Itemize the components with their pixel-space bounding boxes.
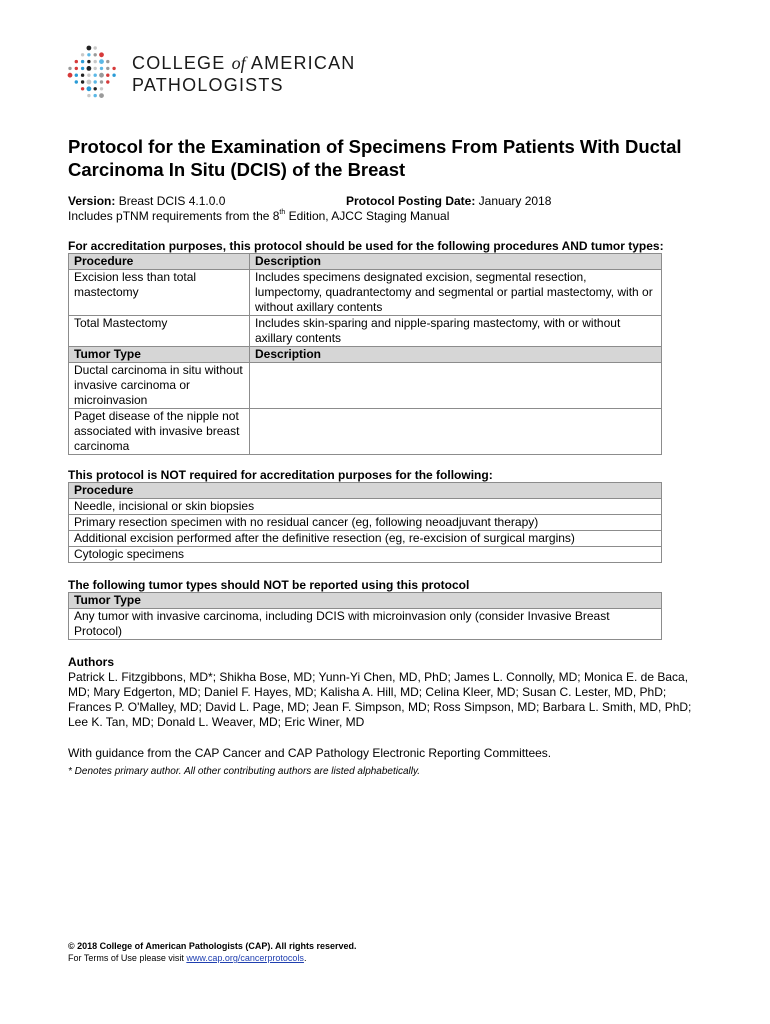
logo-dot [94,60,97,63]
logo-dot [94,67,97,70]
logo-dot [75,67,78,70]
logo-dot [100,80,103,83]
logo-dot [99,73,104,78]
table-row [69,316,662,347]
logo-dot [94,53,97,56]
column-header: Procedure [69,254,250,270]
table-row [69,409,662,455]
logo-dot [75,80,78,83]
column-header: Description [250,254,662,270]
table-row [69,363,662,409]
tumor-type-cell: Ductal carcinoma in situ without invasive carcinoma or microinvasion [69,363,250,409]
logo-dot [99,93,104,98]
table-row [69,270,662,316]
logo-dot [87,94,90,97]
table-row [69,515,662,531]
logo-dot [68,67,71,70]
authors-list: Patrick L. Fitzgibbons, MD*; Shikha Bose, MD; Yunn-Yi Chen, MD, PhD; James L. Connolly, MD; Monica E. de Baca, MD; Mary Edgerton, MD; Daniel F. Hayes, MD; Kalisha A. Hill, MD; Celina Kleer, MD; Susan C. Lester, MD, PhD; Frances P. O'Malley, MD; David L. Page, MD; Jean F. Simpson, MD; Ross Simpson, MD; Barbara L. Smith, MD, PhD; Lee K. Tan, MD; Donald L. Weaver, MD; Eric Winer, MD [68,670,692,729]
logo-dot [106,60,109,63]
column-header: Tumor Type [69,593,662,609]
logo-dot [87,60,90,63]
logo-dot [94,80,97,83]
column-header: Tumor Type [69,347,250,363]
includes-sup: th [279,209,286,216]
not-reported-heading: The following tumor types should NOT be reported using this protocol [68,578,470,592]
logo-dot [87,46,92,51]
not-required-table [68,482,662,563]
logo-dot [68,73,73,78]
posting-value: January 2018 [475,194,552,208]
cancer-protocols-link[interactable]: www.cap.org/cancerprotocols [186,953,304,963]
accreditation-heading: For accreditation purposes, this protocol should be used for the following procedures AND tumor types: [68,239,664,253]
logo-dot [87,53,90,56]
terms-of-use [68,952,306,964]
tumor-type-cell: Any tumor with invasive carcinoma, including DCIS with microinvasion only (consider Invasive Breast Protocol) [69,609,662,640]
table-row [69,499,662,515]
table-header-row [69,347,662,363]
not-required-heading: This protocol is NOT required for accreditation purposes for the following: [68,468,493,482]
procedure-cell: Additional excision performed after the definitive resection (eg, re-excision of surgical margins) [69,531,662,547]
cap-logo [66,44,366,102]
logo-dot [81,87,84,90]
logo-dot [81,53,84,56]
logo-dot [100,87,103,90]
table-row [69,547,662,563]
table-header-row [69,254,662,270]
logo-dot [87,86,92,91]
logo-dot [81,74,84,77]
logo-dot [75,74,78,77]
posting-label: Protocol Posting Date: [346,194,476,208]
logo-line2: PATHOLOGISTS [132,75,284,95]
logo-dot [87,74,90,77]
logo-line1-a: COLLEGE [132,53,232,73]
logo-dot [87,80,92,85]
logo-dot [94,94,97,97]
table-row [69,609,662,640]
version-label: Version: [68,194,116,208]
table-header-row [69,593,662,609]
logo-dot [106,67,109,70]
procedure-cell: Needle, incisional or skin biopsies [69,499,662,515]
page-title: Protocol for the Examination of Specimens From Patients With Ductal Carcinoma In Situ (DCIS) of the Breast [68,136,682,180]
cap-logo-wordmark [132,52,355,96]
logo-dot [112,74,115,77]
procedure-cell: Primary resection specimen with no residual cancer (eg, following neoadjuvant therapy) [69,515,662,531]
logo-dot [81,80,84,83]
accreditation-table [68,253,662,455]
logo-dot [112,67,115,70]
copyright-notice: © 2018 College of American Pathologists (CAP). All rights reserved. [68,941,357,951]
not-reported-table [68,592,662,640]
logo-line1-of: of [231,53,246,73]
version-value: Breast DCIS 4.1.0.0 [115,194,226,208]
version-info [68,194,708,224]
procedure-cell: Cytologic specimens [69,547,662,563]
terms-pre: For Terms of Use please visit [68,953,187,963]
table-header-row [69,483,662,499]
guidance-text: With guidance from the CAP Cancer and CAP Pathology Electronic Reporting Committees. [68,746,552,760]
procedure-cell: Total Mastectomy [69,316,250,347]
logo-dot [81,60,84,63]
logo-dot [94,46,97,49]
logo-dot [75,60,78,63]
authors-heading: Authors [68,655,114,669]
description-cell [250,363,662,409]
logo-dot [99,52,104,57]
logo-dot [87,66,92,71]
author-footnote: * Denotes primary author. All other contributing authors are listed alphabetically. [68,766,421,777]
column-header: Description [250,347,662,363]
logo-dot [94,74,97,77]
tumor-type-cell: Paget disease of the nipple not associated with invasive breast carcinoma [69,409,250,455]
table-row [69,531,662,547]
description-cell: Includes specimens designated excision, segmental resection, lumpectomy, quadrantectomy and segmental or partial mastectomy, with or without axillary contents [250,270,662,316]
includes-line [68,209,708,224]
logo-line1-b: AMERICAN [245,53,356,73]
logo-dot [81,67,84,70]
logo-dot [100,67,103,70]
logo-dot [106,74,109,77]
posting-date [346,194,551,209]
column-header: Procedure [69,483,662,499]
terms-post: . [303,953,307,963]
logo-dot [94,87,97,90]
description-cell: Includes skin-sparing and nipple-sparing mastectomy, with or without axillary contents [250,316,662,347]
description-cell [250,409,662,455]
includes-post: Edition, AJCC Staging Manual [285,209,450,223]
includes-pre: Includes pTNM requirements from the 8 [68,209,280,223]
logo-dot [106,80,109,83]
cap-logo-dots-icon [66,44,118,100]
procedure-cell: Excision less than total mastectomy [69,270,250,316]
logo-dot [99,59,104,64]
